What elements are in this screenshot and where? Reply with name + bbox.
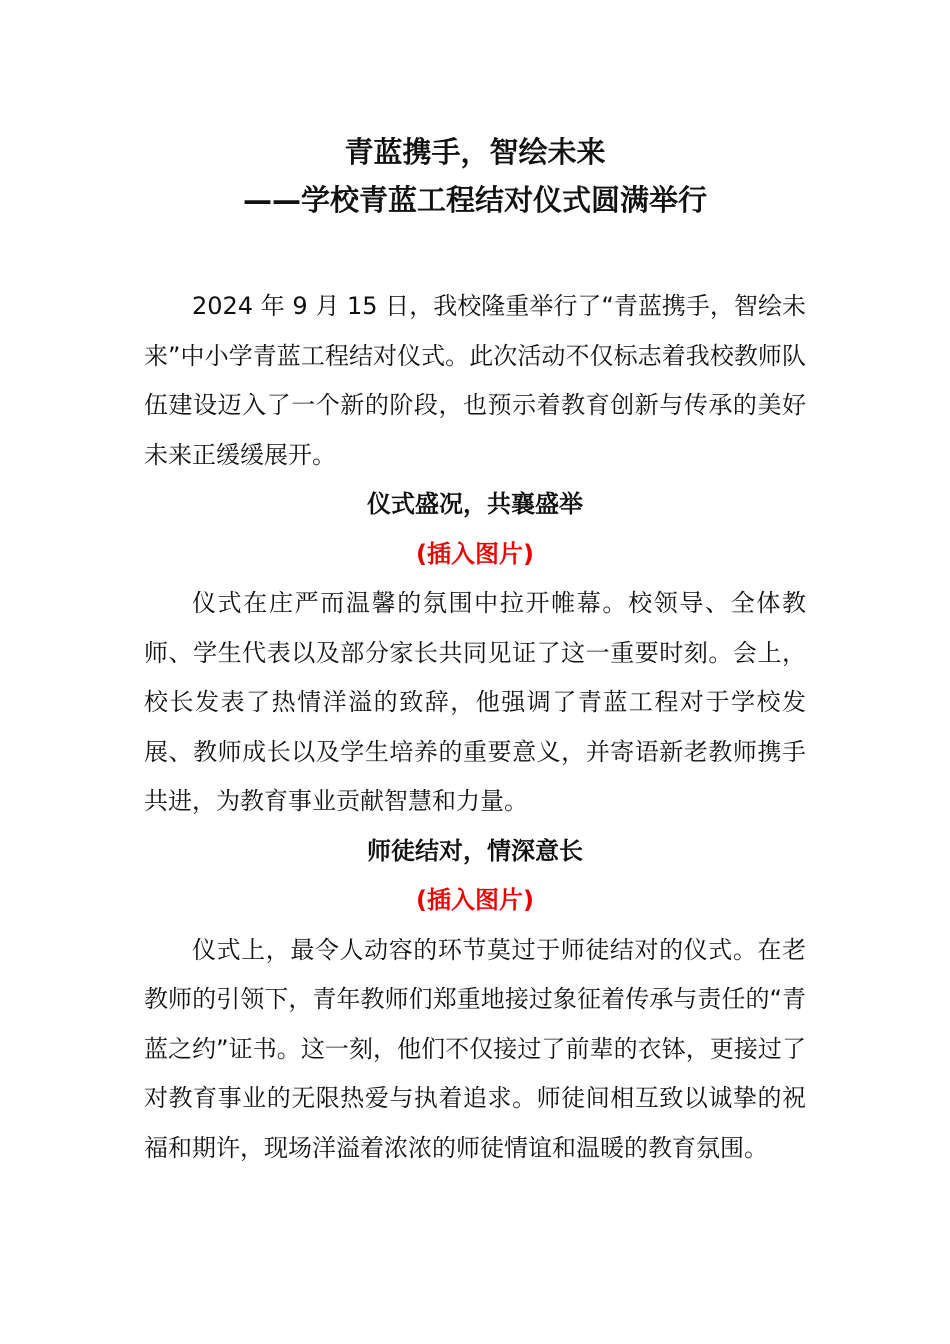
section-heading: 仪式盛况，共襄盛举 xyxy=(367,490,583,518)
section-paragraph: 仪式上，最令人动容的环节莫过于师徒结对的仪式。在老教师的引领下，青年教师们郑重地接过象征着传承与责任的“青蓝之约”证书。这一刻，他们不仅接过了前辈的衣钵，更接过了对教育事业的无限热爱与执着追求。师徒间相互致以诚挚的祝福和期许，现场洋溢着浓浓的师徒情谊和温暖的教育氛围。 xyxy=(144,935,806,1162)
section-ceremony xyxy=(144,480,806,827)
section-mentorship xyxy=(144,827,806,1174)
image-placeholder-note: (插入图片) xyxy=(416,886,534,914)
image-placeholder-note: (插入图片) xyxy=(416,539,534,568)
document-title: 青蓝携手，智绘未来 xyxy=(344,135,606,169)
intro-paragraph: 2024 年 9 月 15 日，我校隆重举行了“青蓝携手，智绘未来”中小学青蓝工程结对仪式。此次活动不仅标志着我校教师队伍建设迈入了一个新的阶段，也预示着教育创新与传承的美好未来正缓缓展开。 xyxy=(144,292,806,469)
document-subtitle: ——学校青蓝工程结对仪式圆满举行 xyxy=(242,183,707,217)
document-page xyxy=(144,128,806,1173)
section-heading: 师徒结对，情深意长 xyxy=(367,836,583,865)
section-paragraph: 仪式在庄严而温馨的氛围中拉开帷幕。校领导、全体教师、学生代表以及部分家长共同见证了这一重要时刻。会上，校长发表了热情洋溢的致辞，他强调了青蓝工程对于学校发展、教师成长以及学生培养的重要意义，并寄语新老教师携手共进，为教育事业贡献智慧和力量。 xyxy=(144,589,806,815)
